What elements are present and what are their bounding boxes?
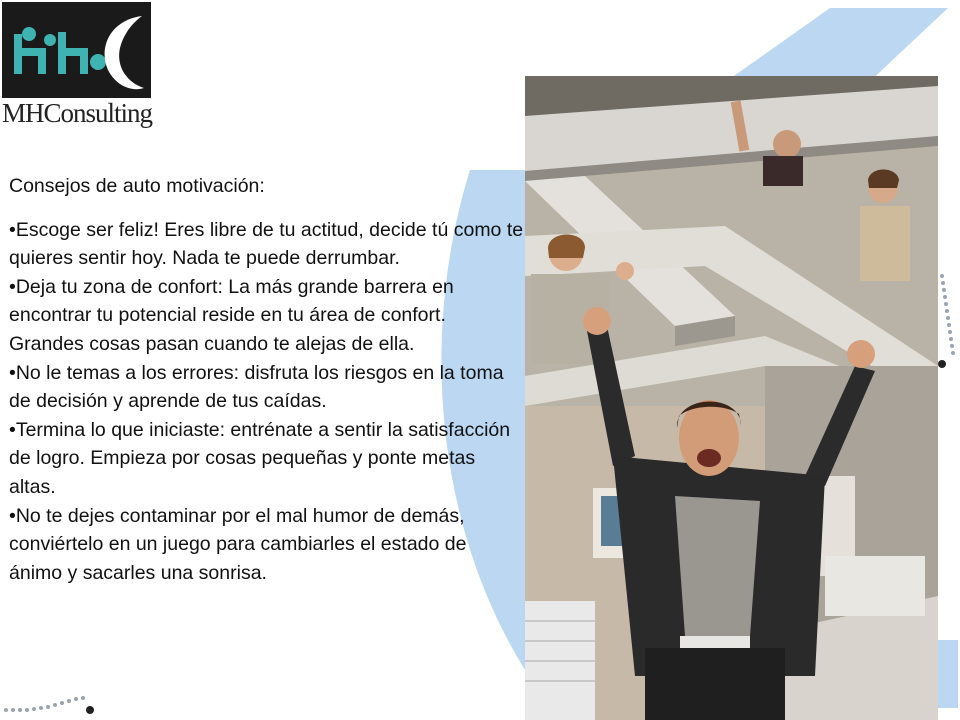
company-logo xyxy=(2,2,151,98)
bullet-item: •Escoge ser feliz! Eres libre de tu actitud, decide tú como te quieres sentir hoy. Nada te puede derrumbar. xyxy=(9,218,524,270)
office-celebration-photo xyxy=(525,76,938,720)
dotted-trail-bottom xyxy=(0,690,100,720)
dotted-trail-right xyxy=(936,270,960,370)
bullet-item: •No le temas a los errores: disfruta los riesgos en la toma de decisión y aprende de tus caídas. xyxy=(9,361,504,413)
logo-mark-icon xyxy=(2,2,151,98)
bullet-item: •Termina lo que iniciaste: entrénate a sentir la satisfacción de logro. Empieza por cosas pequeñas y ponte metas altas. xyxy=(9,418,511,498)
bullet-item: •Deja tu zona de confort: La más grande barrera en encontrar tu potencial reside en tu área de confort. Grandes cosas pasan cuando te alejas de ella. xyxy=(9,275,454,355)
logo-wordmark: MHConsulting xyxy=(2,98,153,128)
content-text xyxy=(9,172,524,587)
content-heading: Consejos de auto motivación: xyxy=(9,175,265,197)
bullet-item: •No te dejes contaminar por el mal humor de demás, conviértelo en un juego para cambiarles el estado de ánimo y sacarles una sonrisa. xyxy=(9,504,467,584)
